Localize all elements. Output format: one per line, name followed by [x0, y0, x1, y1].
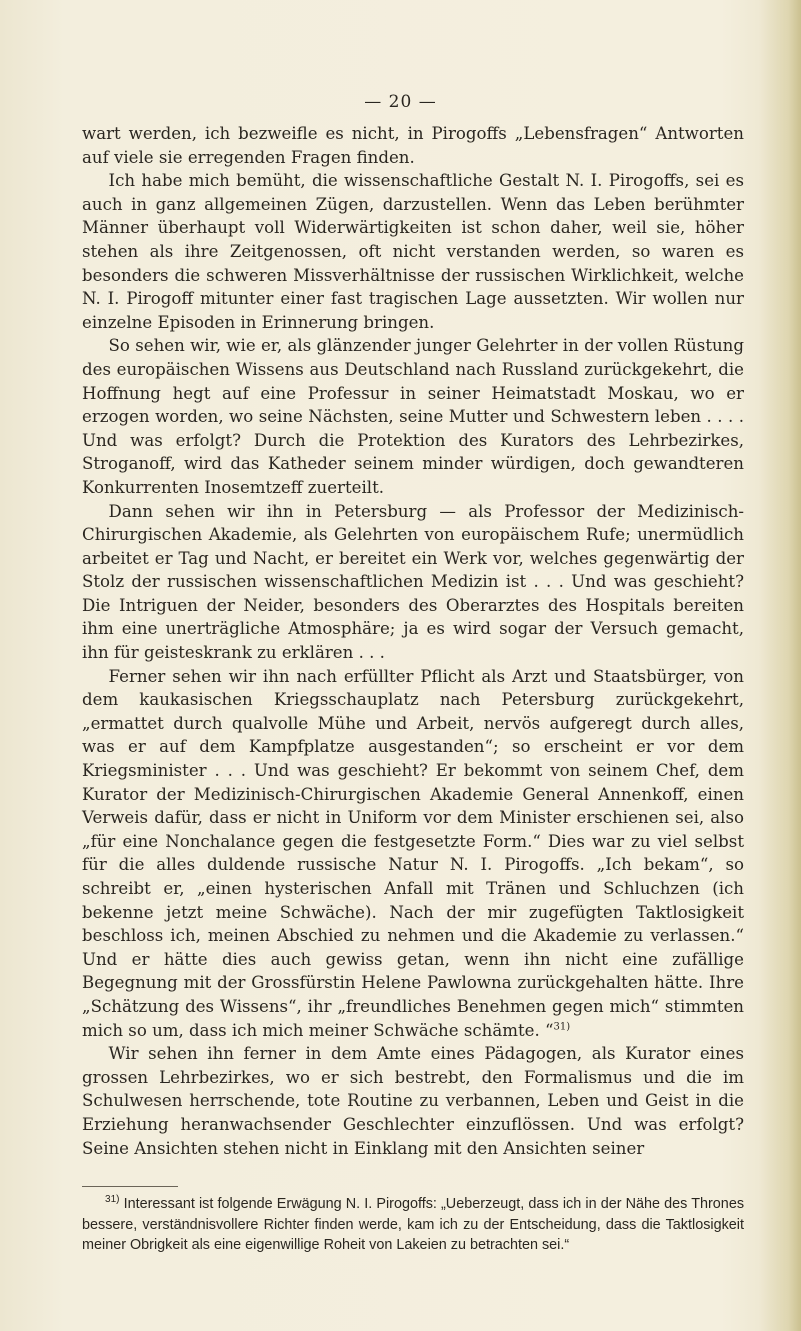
paragraph-text: Ferner sehen wir ihn nach erfüllter Pflicht als Arzt und Staatsbürger, von dem kaukasischen Kriegsschauplatz nach Petersburg zurückgekehrt, „ermattet durch qualvolle Mühe und Arbeit, nervös aufgeregt durch alles, was er auf dem Kampfplatze ausgestanden“; so erscheint er vor dem Kriegsminister . . . Und was geschieht? Er bekommt von seinem Chef, dem Kurator der Medizinisch-Chirurgischen Akademie General Annenkoff, einen Verweis dafür, dass er nicht in Uniform vor dem Minister erschienen sei, also „für eine Nonchalance gegen die festgesetzte Form.“ Dies war zu viel selbst für die alles duldende russische Natur N. I. Pirogoffs. „Ich bekam“, so schreibt er, „einen hysterischen Anfall mit Tränen und Schluchzen (ich bekenne jetzt meine Schwäche). Nach der mir zugefügten Taktlosigkeit beschloss ich, meinen Abschied zu nehmen und die Akademie zu verlassen.“ Und er hätte dies auch gewiss getan, wenn ihn nicht eine zufällige Begegnung mit der Grossfürstin Helene Pawlowna zurückgehalten hätte. Ihre „Schätzung des Wissens“, ihr „freundliches Benehmen gegen mich“ stimmten mich so um, dass ich mich meiner Schwäche schämte. “ — [82, 666, 744, 1040]
footnote-marker: 31) — [105, 1194, 120, 1206]
paragraph: Dann sehen wir ihn in Petersburg — als Professor der Medizinisch-Chirurgischen Akademie, als Gelehrten von europäischem Rufe; unermüdlich arbeitet er Tag und Nacht, er bereitet ein Werk vor, welches gegenwärtig der Stolz der russischen wissenschaftlichen Medizin ist . . . Und was geschieht? Die Intriguen der Neider, besonders des Oberarztes des Hospitals bereiten ihm eine unerträgliche Atmosphäre; ja es wird sogar der Versuch gemacht, ihn für geisteskrank zu erklären . . . — [82, 501, 744, 663]
footnote-divider — [82, 1186, 178, 1187]
main-text — [82, 122, 744, 1160]
footnote-reference: 31) — [553, 1021, 571, 1033]
footnote-text: Interessant ist folgende Erwägung N. I. Pirogoffs: „Ueberzeugt, dass ich in der Nähe des Thrones bessere, verständnisvollere Richter finden werde, kam ich zu der Entscheidung, dass die Taktlosigkeit meiner Obrigkeit als eine eigenwillige Roheit von Lakeien zu betrachten sei.“ — [82, 1196, 745, 1253]
page-number: — 20 — — [364, 92, 437, 112]
paragraph: So sehen wir, wie er, als glänzender junger Gelehrter in der vollen Rüstung des europäischen Wissens aus Deutschland nach Russland zurückgekehrt, die Hoffnung hegt auf eine Professur in seiner Heimatstadt Moskau, wo er erzogen worden, wo seine Nächsten, seine Mutter und Schwestern leben . . . . Und was erfolgt? Durch die Protektion des Kurators des Lehrbezirkes, Stroganoff, wird das Katheder seinem minder würdigen, doch gewandteren Konkurrenten Inosemtzeff zuerteilt. — [82, 336, 744, 497]
paragraph: wart werden, ich bezweifle es nicht, in Pirogoffs „Lebensfragen“ Antworten auf viele sie erregenden Fragen finden. — [82, 124, 744, 167]
paragraph-with-footnote — [82, 665, 744, 1043]
paragraph: Ich habe mich bemüht, die wissenschaftliche Gestalt N. I. Pirogoffs, sei es auch in ganz allgemeinen Zügen, darzustellen. Wenn das Leben berühmter Männer überhaupt voll Widerwärtigkeiten ist schon daher, weil sie, höher stehen als ihre Zeitgenossen, oft nicht verstanden werden, so waren es besonders die schweren Missverhältnisse der russischen Wirklichkeit, welche N. I. Pirogoff mitunter einer fast tragischen Lage aussetzten. Wir wollen nur einzelne Episoden in Erinnerung bringen. — [82, 171, 744, 332]
footnote — [82, 1194, 744, 1256]
page-edge-shading — [759, 0, 801, 1331]
paragraph: Wir sehen ihn ferner in dem Amte eines Pädagogen, als Kurator eines grossen Lehrbezirkes, wo er sich bestrebt, den Formalismus und die im Schulwesen herrschende, tote Routine zu verbannen, Leben und Geist in die Erziehung heranwachsender Geschlechter einzuflössen. Und was erfolgt? Seine Ansichten stehen nicht in Einklang mit den Ansichten seiner — [82, 1044, 744, 1158]
